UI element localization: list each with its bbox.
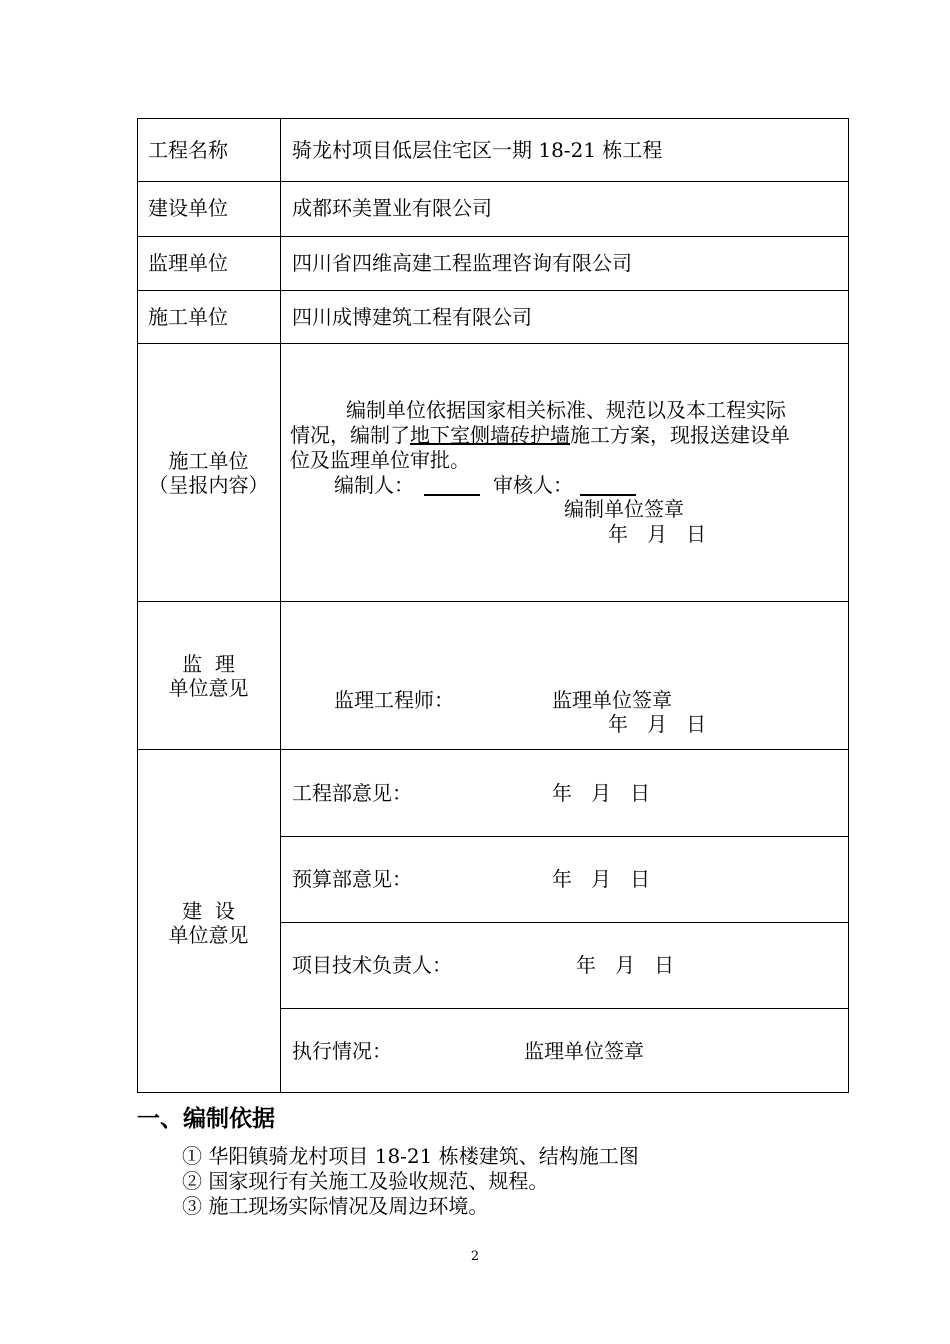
execution-status: 执行情况： (292, 1039, 392, 1063)
project-name-label: 工程名称 (148, 138, 228, 162)
table-row-divider (137, 290, 849, 291)
section-heading: 一、编制依据 (137, 1106, 275, 1132)
execution-seal: 监理单位签章 (524, 1039, 644, 1063)
table-row-divider (137, 236, 849, 237)
table-row-divider (137, 343, 849, 344)
budget-dept-opinion: 预算部意见： (292, 867, 412, 891)
table-row-divider (137, 749, 849, 750)
basis-item-3: ③ 施工现场实际情况及周边环境。 (182, 1194, 489, 1218)
compiler-label: 编制人： (334, 473, 414, 497)
table-subrow-divider (280, 836, 849, 837)
engineering-dept-opinion: 工程部意见： (292, 781, 412, 805)
reviewer-signature-line (580, 494, 636, 496)
owner-unit-label: 建设单位 (148, 196, 228, 220)
supervision-label-line2: 单位意见 (168, 676, 249, 700)
submission-label-line1: 施工单位 (168, 449, 249, 473)
supervision-engineer-label: 监理工程师： (334, 688, 454, 712)
table-subrow-divider (280, 1008, 849, 1009)
compiler-date: 年 月 日 (608, 522, 707, 546)
submission-text-line2-b: 施工方案，现报送建设单 (570, 423, 790, 447)
owner-unit-value: 成都环美置业有限公司 (292, 196, 492, 220)
table-subrow-divider (280, 922, 849, 923)
supervision-date: 年 月 日 (608, 712, 707, 736)
basis-item-2: ② 国家现行有关施工及验收规范、规程。 (182, 1169, 549, 1193)
submission-text-line2 (290, 423, 790, 447)
submission-text-line1: 编制单位依据国家相关标准、规范以及本工程实际 (346, 398, 786, 422)
supervisor-unit-value: 四川省四维高建工程监理咨询有限公司 (292, 251, 632, 275)
project-name-value: 骑龙村项目低层住宅区一期 18-21 栋工程 (292, 138, 663, 162)
owner-label-line1: 建 设 (182, 899, 235, 923)
submission-text-line3: 位及监理单位审批。 (290, 448, 470, 472)
table-row-divider (137, 181, 849, 182)
basis-item-1: ① 华阳镇骑龙村项目 18-21 栋楼建筑、结构施工图 (182, 1144, 639, 1168)
scheme-title: 地下室侧墙砖护墙 (410, 423, 570, 447)
submission-label-line2: （呈报内容） (148, 473, 269, 497)
supervisor-unit-label: 监理单位 (148, 251, 228, 275)
compiler-signature-line (424, 494, 480, 496)
page-number: 2 (470, 1249, 480, 1264)
reviewer-label: 审核人： (493, 473, 573, 497)
submission-text-line2-a: 情况，编制了 (290, 423, 410, 447)
contractor-unit-value: 四川成博建筑工程有限公司 (292, 305, 532, 329)
supervision-label-line1: 监 理 (182, 652, 235, 676)
tech-lead-date: 年 月 日 (576, 953, 675, 977)
tech-lead-opinion: 项目技术负责人： (292, 953, 452, 977)
budget-dept-date: 年 月 日 (552, 867, 651, 891)
supervision-seal: 监理单位签章 (552, 688, 672, 712)
table-column-divider (280, 118, 281, 1093)
table-row-divider (137, 601, 849, 602)
engineering-dept-date: 年 月 日 (552, 781, 651, 805)
owner-label-line2: 单位意见 (168, 923, 249, 947)
compiler-seal: 编制单位签章 (564, 497, 684, 521)
contractor-unit-label: 施工单位 (148, 305, 228, 329)
